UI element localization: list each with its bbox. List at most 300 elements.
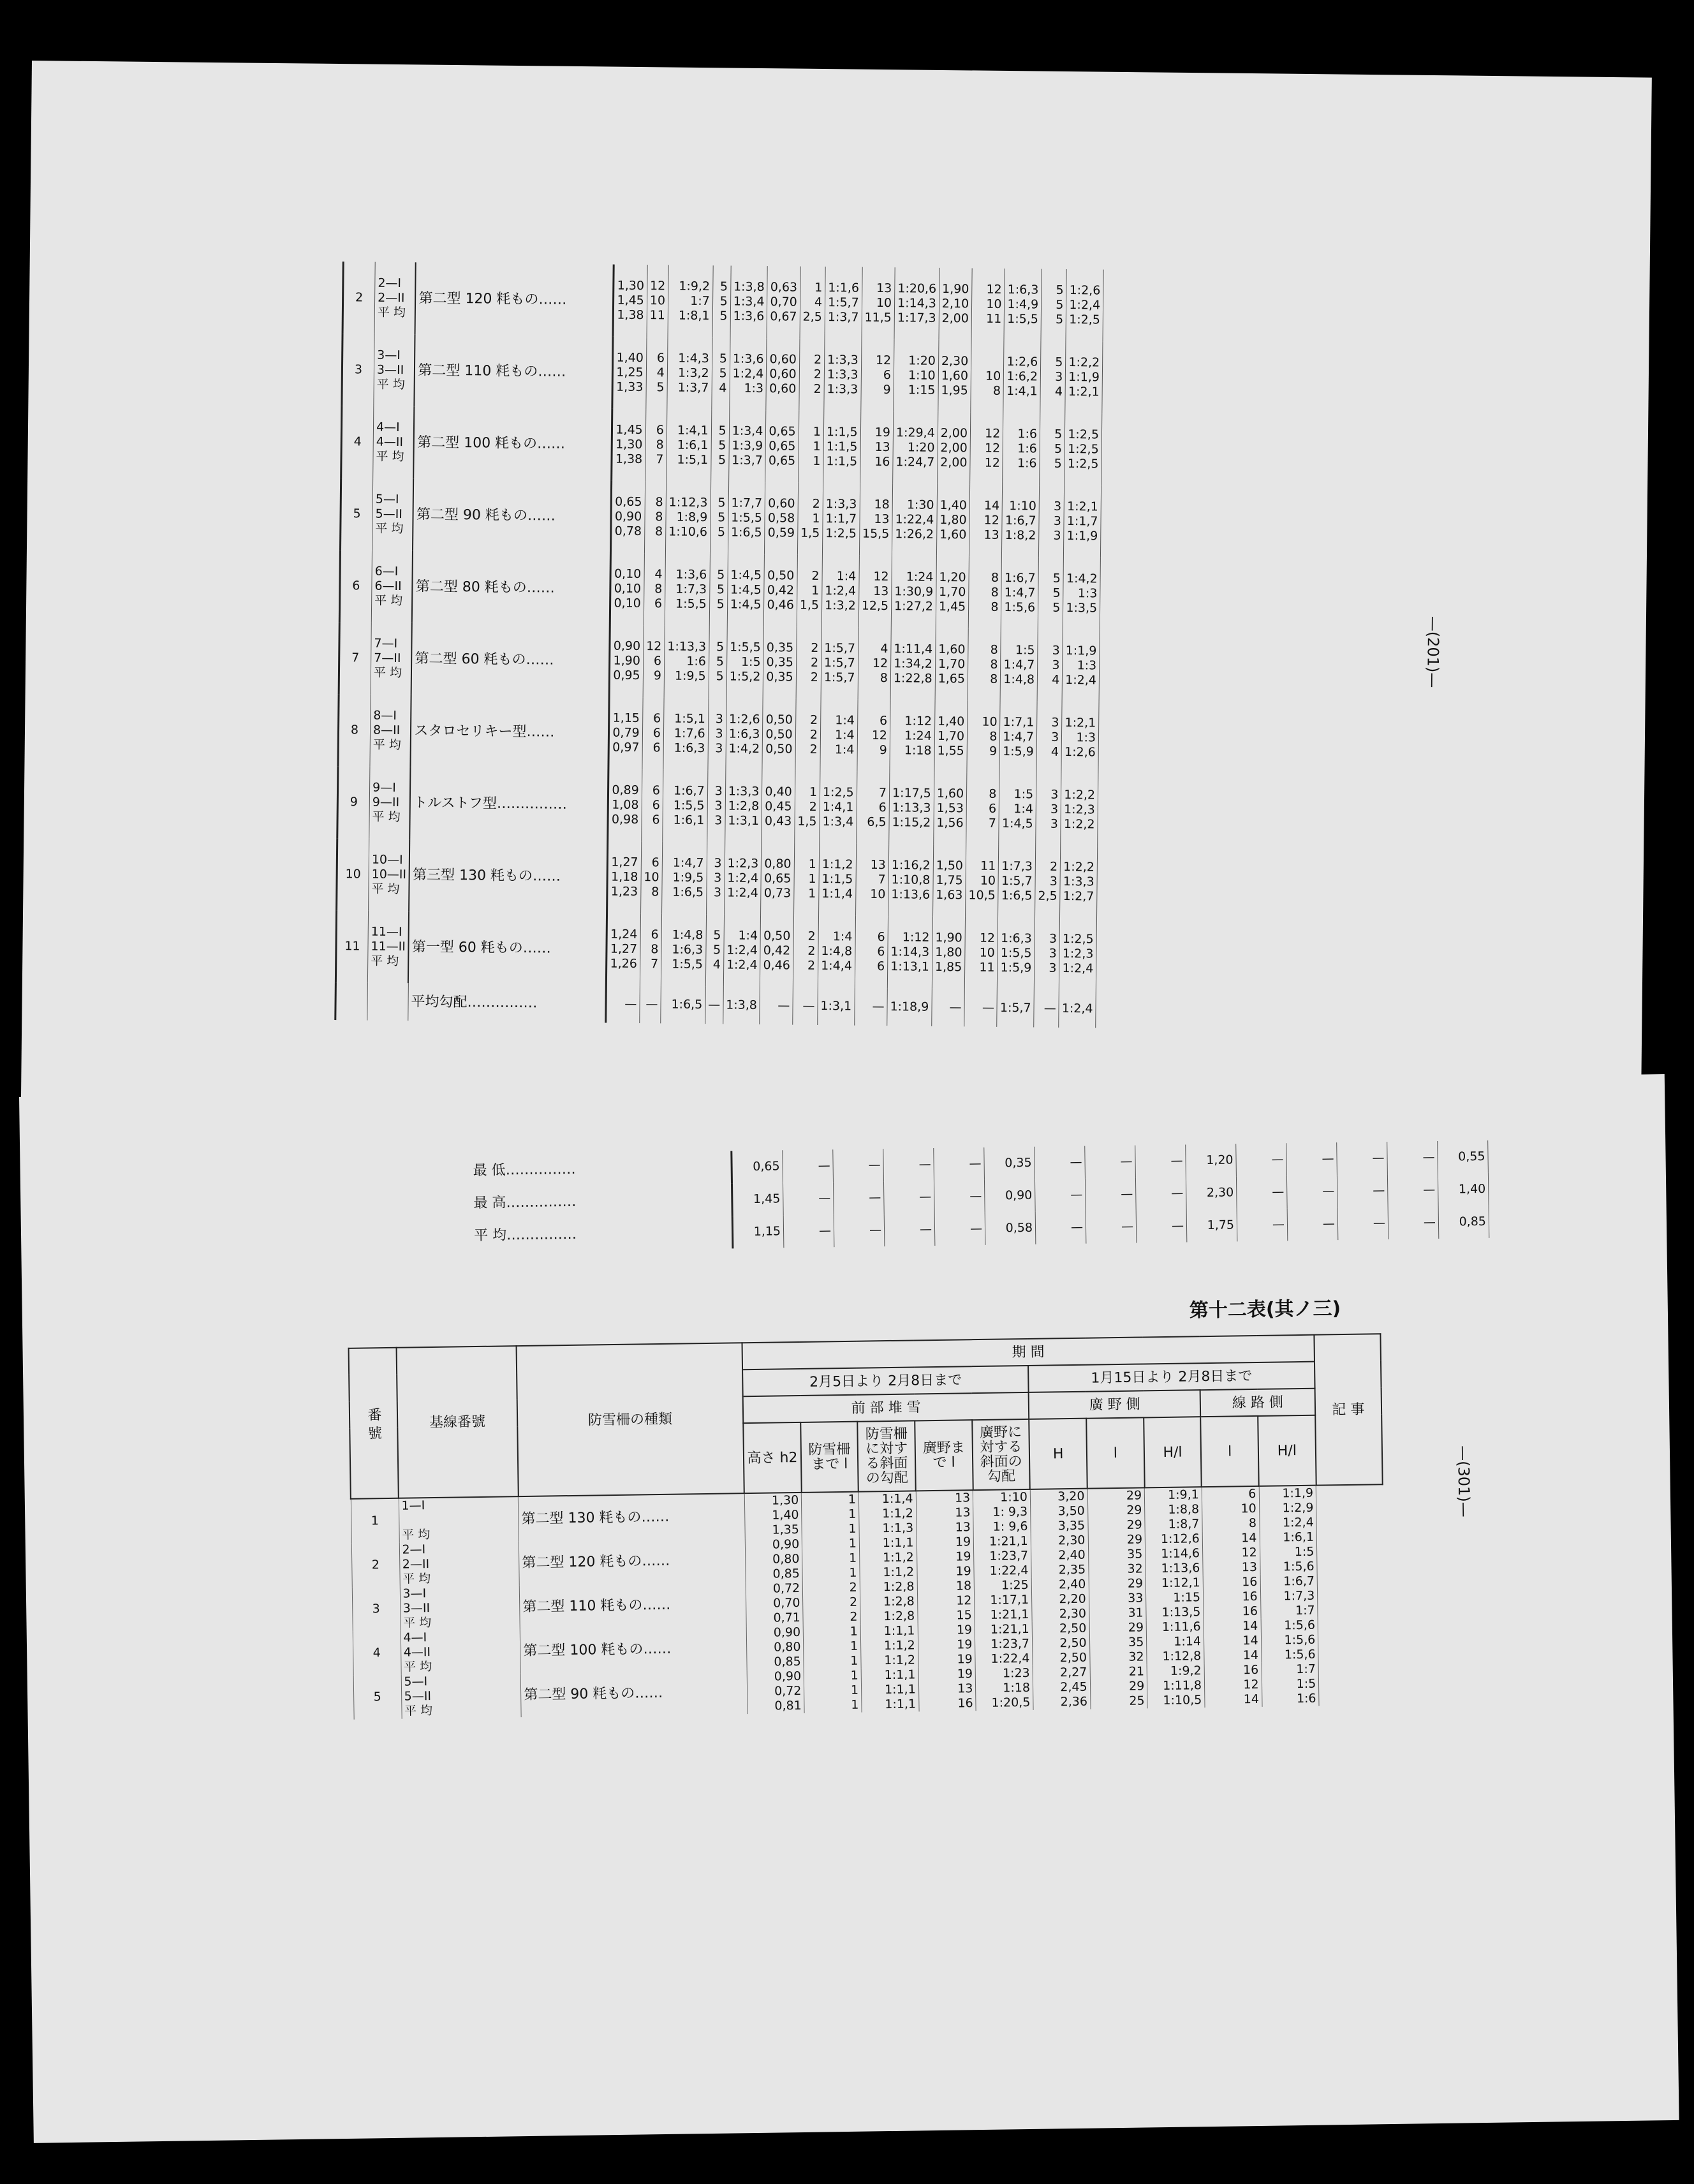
value-cell (1089, 1576, 1147, 1621)
value-cell-line: 12 (649, 279, 666, 293)
value-cell-line: 1,90 (941, 281, 969, 297)
value-cell-line: 3 (713, 885, 722, 900)
value-cell-line: 1:2,6 (1064, 745, 1096, 760)
value-cell-line: 1,30 (615, 437, 643, 452)
value-cell (667, 337, 712, 410)
value-cell-line: 4 (1054, 384, 1063, 399)
base-line-numbers-line: 2—I (402, 1542, 426, 1557)
value-cell (707, 770, 725, 842)
value-cell-line: 1:3,5 (1066, 601, 1098, 616)
value-cell-line: 5 (718, 424, 726, 438)
value-cell (608, 697, 642, 770)
value-cell-line: 1 (850, 1653, 858, 1668)
value-cell-line: 1:5 (1294, 1544, 1315, 1560)
value-cell-line: 6 (653, 654, 662, 668)
base-line-numbers (370, 695, 411, 767)
value-cell-line: 0,67 (770, 309, 797, 324)
value-cell-line: 6 (652, 783, 661, 798)
value-cell (820, 699, 858, 772)
base-line-numbers-line: 5—II (404, 1689, 432, 1704)
value-cell-line: 13 (955, 1505, 971, 1520)
fence-type: 第二型 100 粍もの…… (414, 406, 613, 480)
value-cell (1003, 341, 1041, 413)
value-cell (712, 265, 731, 337)
table-row (337, 766, 1098, 846)
value-cell (1145, 1531, 1203, 1576)
average-value: 1:3,8 (723, 986, 760, 1024)
value-cell-line: 1:3,6 (733, 309, 765, 324)
base-line-numbers (374, 262, 416, 335)
value-cell-line: 1,08 (612, 797, 639, 813)
value-cell-line: 8 (991, 600, 999, 614)
value-cell-line: 1:13,3 (892, 801, 931, 815)
value-cell-line: 2 (810, 670, 818, 684)
value-cell (795, 699, 821, 771)
value-cell-line: 2,27 (1059, 1665, 1087, 1680)
value-cell-line: 1:2,5 (1067, 442, 1099, 457)
value-cell-line: 1:10,5 (1163, 1693, 1202, 1708)
value-cell-line: 0,90 (613, 638, 641, 654)
value-cell-line: 1:2,4 (1062, 961, 1094, 976)
value-cell-line: 8 (1248, 1516, 1257, 1531)
value-cell-line: 1 (848, 1521, 857, 1536)
value-cell-line: 29 (1126, 1517, 1142, 1532)
value-cell-line: 12 (984, 441, 1001, 455)
value-cell-line: 13 (1241, 1560, 1258, 1575)
value-cell-line: 1:4,8 (1003, 672, 1035, 687)
row-number: 11 (335, 910, 368, 983)
value-cell-line: 32 (1128, 1649, 1144, 1664)
value-cell-line: 0,50 (767, 568, 795, 583)
value-cell-line: 10 (870, 887, 886, 902)
value-cell-line: 1:2,5 (825, 526, 857, 541)
value-cell-line: 5 (718, 438, 726, 453)
value-cell-line: 1:4,3 (678, 351, 709, 366)
value-cell-line: 0,35 (766, 655, 794, 670)
value-cell-line: 13 (954, 1491, 971, 1505)
value-cell-line: 1 (809, 785, 818, 799)
value-cell-line: 33 (1128, 1591, 1144, 1605)
value-cell-line: 5 (718, 496, 726, 510)
fence-type: 第一型 60 粍もの…… (408, 911, 607, 985)
value-cell-line: 1:3 (1076, 730, 1096, 745)
value-cell-line: 6 (876, 959, 885, 974)
summary-value: 1,45 (732, 1183, 783, 1216)
value-cell-line: 1:6,3 (1007, 283, 1039, 297)
value-cell-line: 12,5 (861, 598, 889, 614)
value-cell (1031, 1533, 1089, 1578)
value-cell-line: 16 (1242, 1604, 1258, 1619)
value-cell-line: 1:25 (1001, 1577, 1029, 1593)
value-cell (1033, 1665, 1091, 1710)
value-cell (642, 697, 664, 769)
value-cell-line: 0,50 (765, 712, 793, 727)
value-cell (728, 482, 765, 554)
value-cell-line: 19 (955, 1564, 971, 1579)
value-cell (818, 915, 855, 988)
base-line-numbers-line: 4—I (376, 420, 400, 435)
value-cell-line: 1:2,6 (1006, 355, 1038, 369)
value-cell-line: 3 (1051, 730, 1059, 744)
value-cell-line: 3,50 (1057, 1503, 1085, 1519)
value-cell (1260, 1574, 1318, 1619)
value-cell-line: 1,90 (935, 930, 962, 945)
base-line-numbers-line: 7—II (374, 651, 401, 666)
value-cell-line: 8 (990, 642, 998, 657)
value-cell-line: 1:17,1 (990, 1592, 1029, 1607)
summary-value: 0,65 (732, 1150, 783, 1183)
summary-value: 1,75 (1186, 1209, 1237, 1242)
value-cell-line: 1:12,3 (668, 495, 708, 510)
value-cell (1146, 1620, 1204, 1664)
value-cell-line: 1:14,6 (1161, 1546, 1200, 1561)
fence-type: 第二型 60 粍もの…… (411, 623, 610, 697)
value-cell (800, 267, 825, 339)
value-cell-line: 3 (715, 741, 723, 756)
value-cell-line: 1:1,9 (1066, 529, 1098, 543)
value-cell-line: 1:6,5 (672, 885, 704, 900)
summary-label: 最 高…………… (346, 1183, 732, 1221)
value-cell-line: 1:6,7 (1283, 1574, 1315, 1589)
value-cell-line: 4 (719, 381, 727, 395)
value-cell (728, 410, 766, 482)
value-cell-line: 0,60 (769, 352, 797, 367)
value-cell-line: 1:4,2 (728, 741, 760, 756)
value-cell-line: 1:22,4 (895, 512, 934, 527)
value-cell-line: 1:11,4 (894, 642, 933, 656)
value-cell-line: 6 (656, 423, 664, 438)
value-cell-line: 0,70 (773, 1595, 800, 1611)
value-cell-line: 1,55 (937, 743, 964, 758)
summary-value: 0,90 (984, 1179, 1035, 1213)
average-gradient-label: 平均勾配…………… (408, 983, 607, 1022)
value-cell-line: 9 (883, 383, 891, 397)
table-row (335, 910, 1096, 990)
value-cell (1035, 846, 1061, 918)
fence-type: 第二型 100 粍もの…… (520, 1626, 746, 1673)
value-cell-line: 35 (1127, 1547, 1143, 1561)
value-cell-line: 13 (870, 857, 886, 873)
value-cell-line: 1:20,5 (991, 1695, 1031, 1710)
value-cell-line: 0,10 (614, 581, 642, 596)
header-field-side: 廣 野 側 (1029, 1390, 1201, 1419)
table-row (342, 334, 1103, 413)
header-remarks: 記 事 (1314, 1334, 1383, 1485)
value-cell-line: 3 (1049, 931, 1057, 946)
base-line-numbers-line: 4—II (376, 434, 404, 450)
value-cell-line: 1:1,1 (883, 1623, 915, 1639)
value-cell-line: 1:14 (1174, 1634, 1202, 1649)
base-line-numbers-line: 7—I (374, 636, 398, 651)
value-cell-line: 1:6 (1017, 441, 1037, 456)
value-cell-line: 1:20 (907, 440, 935, 455)
value-cell-line: 1:9,5 (674, 668, 706, 684)
value-cell-line: 1:13,3 (667, 639, 707, 654)
value-cell-line: 3,35 (1057, 1518, 1086, 1533)
value-cell (760, 915, 793, 987)
value-cell-line: 3 (1050, 787, 1059, 802)
value-cell-line: 7 (878, 872, 886, 887)
value-cell-line: 16 (1242, 1662, 1259, 1678)
value-cell-line: 1,27 (611, 855, 638, 870)
value-cell-line: 29 (1126, 1488, 1142, 1503)
value-cell-line: 1:1,5 (826, 425, 858, 439)
value-cell-line: 3 (1052, 658, 1060, 672)
value-cell (726, 698, 763, 771)
value-cell-line: 1:20,6 (897, 281, 937, 296)
value-cell-line: 1:5,5 (1007, 312, 1039, 327)
value-cell-line: 1,90 (613, 653, 641, 668)
row-number: 8 (338, 694, 371, 767)
base-line-numbers-line: 平 均 (376, 449, 404, 464)
value-cell (744, 1493, 802, 1538)
remarks-cell (1318, 1617, 1385, 1662)
value-cell-line: 3 (1055, 369, 1063, 384)
value-cell (893, 411, 938, 484)
value-cell (937, 412, 970, 485)
value-cell-line: 1:3,4 (732, 424, 763, 439)
value-cell (643, 625, 665, 697)
value-cell-line: 3 (714, 799, 723, 813)
average-value: — (760, 987, 793, 1025)
summary-value: — (1387, 1174, 1438, 1207)
value-cell-line: 5 (716, 582, 725, 597)
value-cell-line: 1:7,3 (1283, 1588, 1315, 1604)
value-cell (725, 770, 762, 843)
value-cell-line: 1:8,2 (1005, 528, 1036, 543)
value-cell (1030, 1489, 1088, 1534)
value-cell-line: 0,60 (769, 381, 797, 396)
fence-type: 第二型 130 粍もの…… (519, 1493, 745, 1541)
value-cell-line: 1:6 (1017, 456, 1037, 471)
value-cell-line: 0,40 (765, 785, 792, 799)
value-cell-line: 2,40 (1058, 1577, 1086, 1592)
value-cell-line: 12 (983, 513, 1000, 528)
value-cell (858, 628, 891, 700)
value-cell-line: 1:3 (744, 381, 764, 396)
value-cell-line: 8 (992, 383, 1001, 398)
value-cell-line: 1,75 (936, 873, 963, 888)
value-cell-line: 2 (807, 958, 816, 973)
value-cell (1031, 1577, 1089, 1622)
base-line-numbers-line: 8—I (373, 708, 397, 723)
value-cell (970, 412, 1003, 485)
base-line-numbers-line: 平 均 (372, 809, 401, 825)
value-cell-line: 1:1,4 (821, 887, 853, 901)
value-cell-line: 29 (1128, 1620, 1144, 1635)
summary-value: — (1287, 1207, 1338, 1241)
value-cell (746, 1581, 804, 1626)
value-cell-line: 2 (850, 1609, 858, 1624)
value-cell-line: 9 (989, 744, 998, 758)
value-cell (644, 553, 665, 625)
value-cell-line: 10 (649, 293, 666, 308)
value-cell-line: 12 (871, 728, 888, 743)
value-cell-line: 1:5,6 (1284, 1632, 1316, 1648)
value-cell-line: 1:11,8 (1163, 1678, 1202, 1693)
value-cell-line: 2,20 (1059, 1591, 1086, 1607)
value-cell-line: 1,65 (938, 671, 966, 686)
base-line-numbers (400, 1585, 520, 1631)
value-cell (862, 267, 895, 340)
value-cell (661, 913, 706, 986)
value-cell-line: 1:3,3 (827, 367, 858, 382)
header-period-b: 1月15日より 2月8日まで (1028, 1362, 1315, 1392)
value-cell-line: 1:16,2 (891, 858, 931, 873)
value-cell (724, 842, 762, 915)
value-cell-line: 0,78 (614, 524, 642, 539)
value-cell-line: 3 (1052, 643, 1060, 658)
value-cell-line: 1:1,3 (882, 1521, 914, 1536)
value-cell-line: 1:3,7 (827, 310, 859, 325)
value-cell-line: 19 (955, 1549, 971, 1564)
average-value: — (1034, 990, 1059, 1028)
value-cell-line: 19 (957, 1652, 973, 1667)
value-cell-line: 1:17,3 (897, 311, 936, 325)
value-cell-line: 6 (652, 726, 661, 741)
value-cell-line: 1 (808, 857, 816, 871)
base-line-numbers (369, 767, 411, 839)
summary-value: 0,85 (1438, 1206, 1489, 1239)
value-cell (856, 772, 889, 845)
value-cell-line: 2 (812, 496, 820, 511)
table-row (339, 622, 1100, 702)
value-cell-line: 1:4,9 (1007, 297, 1039, 312)
value-cell (1259, 1486, 1317, 1531)
value-cell-line: 1,38 (617, 307, 644, 323)
value-cell (968, 556, 1001, 629)
value-cell-line: 1:9,5 (672, 870, 704, 885)
summary-value: — (1135, 1144, 1186, 1177)
value-cell (723, 914, 761, 987)
value-cell-line: 1:5,9 (1003, 744, 1034, 759)
value-cell-line: 1:8,9 (676, 510, 708, 525)
value-cell-line: 0,50 (763, 929, 791, 943)
value-cell (1063, 557, 1101, 630)
value-cell (1144, 1487, 1202, 1532)
value-cell (1088, 1532, 1146, 1577)
value-cell-line: 18 (955, 1579, 972, 1593)
summary-value: — (1286, 1142, 1337, 1176)
value-cell-line: 0,42 (767, 583, 795, 598)
value-cell-line: 1:3,2 (677, 365, 709, 381)
value-cell-line: 1:6,5 (730, 525, 762, 540)
value-cell-line: 1,60 (936, 786, 964, 801)
value-cell-line: 29 (1126, 1532, 1143, 1547)
value-cell-line: 1,26 (610, 956, 638, 971)
summary-value: — (883, 1148, 934, 1181)
value-cell-line: 2 (813, 367, 821, 381)
subheader-cell: 防雪柵まで l (800, 1422, 858, 1493)
summary-value: — (1035, 1211, 1086, 1244)
value-cell-line: 0,85 (772, 1566, 800, 1581)
base-line-numbers-line: 平 均 (404, 1704, 433, 1718)
value-cell-line: 1,40 (939, 498, 967, 513)
value-cell-line: 12 (1241, 1545, 1257, 1560)
value-cell-line: 1:4,1 (1006, 384, 1038, 399)
value-cell-line: 1:13,6 (891, 887, 931, 902)
value-cell-line: 1:1,2 (882, 1550, 914, 1565)
value-cell-line: 1:27,2 (894, 599, 933, 614)
value-cell-line: 4 (654, 567, 663, 582)
value-cell-line: 1:6 (1296, 1691, 1316, 1706)
base-line-numbers (399, 1496, 519, 1543)
value-cell-line: 1:26,2 (895, 527, 934, 542)
value-cell-line: 6 (652, 741, 661, 755)
value-cell-line: 1:1,5 (821, 872, 853, 887)
row-number: 6 (339, 550, 372, 623)
value-cell-line: 4 (814, 295, 823, 309)
value-cell (727, 554, 765, 626)
value-cell (998, 845, 1036, 918)
value-cell (860, 1623, 918, 1668)
row-number: 4 (353, 1631, 401, 1676)
summary-label: 最 低…………… (345, 1151, 732, 1188)
value-cell (610, 553, 644, 626)
value-cell (794, 771, 820, 843)
value-cell-line: 1:2,1 (1064, 716, 1096, 730)
base-line-numbers (373, 406, 415, 479)
value-cell-line: 1,70 (938, 656, 966, 672)
value-cell-line: 1,25 (616, 365, 644, 380)
base-line-numbers (367, 911, 409, 984)
value-cell-line: 1:5,7 (823, 670, 855, 685)
value-cell-line: 5 (716, 597, 725, 612)
value-cell-line: 1:9,1 (1167, 1487, 1199, 1502)
value-cell-line: 0,42 (763, 943, 791, 958)
value-cell-line: 5 (1056, 297, 1064, 312)
value-cell (999, 701, 1037, 774)
fence-type: 第二型 110 粍もの…… (415, 334, 614, 408)
value-cell (888, 844, 933, 917)
average-value: — (792, 987, 818, 1025)
value-cell-line: 32 (1127, 1561, 1143, 1576)
value-cell-line: 1:2,8 (883, 1594, 915, 1609)
value-cell-line: 16 (957, 1696, 973, 1711)
value-cell-line: 1:5,7 (827, 295, 859, 310)
base-line-numbers-line: 4—I (403, 1630, 427, 1645)
value-cell-line: 0,50 (765, 727, 793, 742)
row-number: 5 (340, 478, 372, 550)
base-line-numbers-line: 9—I (372, 780, 396, 795)
value-cell-line: 1 (851, 1697, 859, 1712)
value-cell-line: 1:9,2 (1170, 1664, 1202, 1678)
value-cell-line: 0,65 (769, 439, 796, 454)
value-cell-line: 1:23,7 (989, 1548, 1029, 1563)
value-cell-line: 6 (877, 944, 885, 959)
value-cell-line: 1:1,4 (881, 1491, 913, 1507)
value-cell-line: 1:13,5 (1161, 1605, 1201, 1620)
value-cell-line: 0,10 (614, 596, 641, 611)
fence-type: 第三型 130 粍もの…… (409, 839, 608, 913)
value-cell-line: 3 (1050, 816, 1058, 831)
value-cell-line: 13 (955, 1520, 971, 1535)
value-cell-line: 1:1,5 (826, 439, 858, 454)
value-cell-line: 1:6,2 (1006, 369, 1038, 384)
value-cell-line: 2,30 (941, 353, 969, 369)
value-cell (969, 484, 1003, 557)
value-cell (796, 627, 821, 699)
base-line-numbers-line: 平 均 (371, 954, 399, 969)
value-cell-line: 16 (874, 454, 890, 469)
value-cell-line: 15,5 (862, 526, 890, 542)
value-cell-line: 0,90 (774, 1669, 802, 1684)
remarks-cell (1316, 1484, 1383, 1530)
base-line-numbers-line: 2—I (378, 276, 402, 291)
value-cell-line: 1:2,3 (1064, 802, 1095, 817)
value-cell-line: 1:3,2 (824, 598, 856, 613)
value-cell (936, 484, 969, 557)
